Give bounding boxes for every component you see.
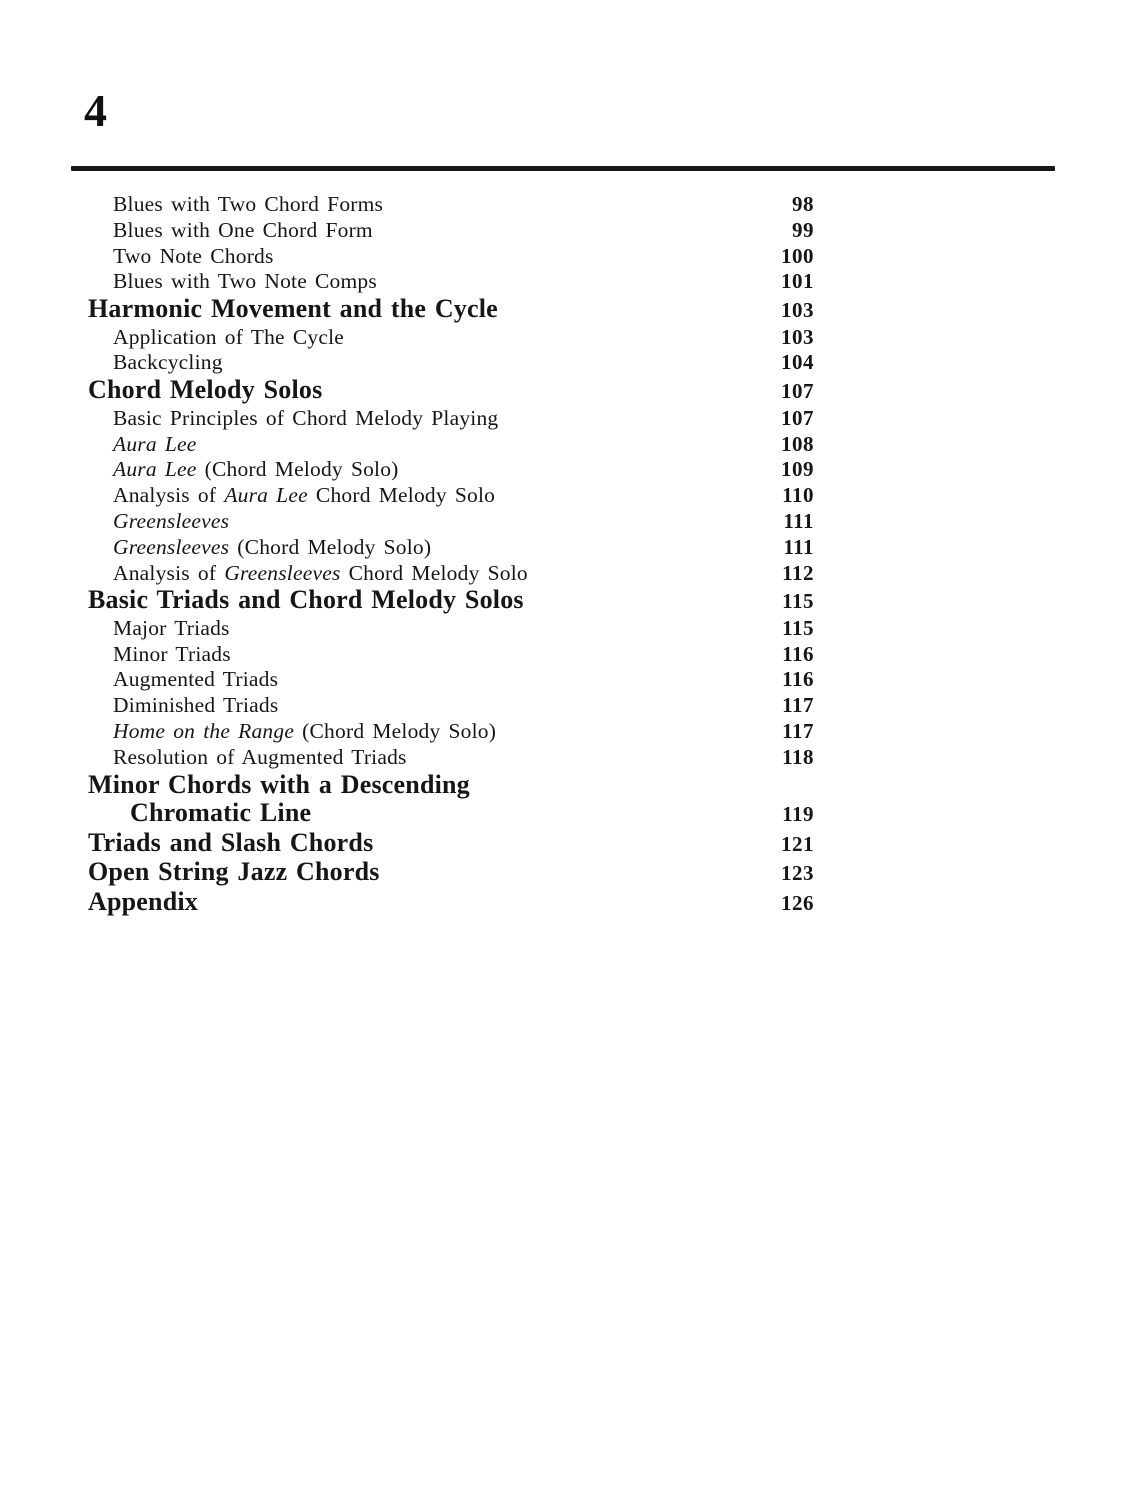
- toc-entry: [88, 616, 814, 642]
- toc-title-segment: Minor Triads: [113, 641, 231, 666]
- toc-entry-page-number: 98: [792, 192, 814, 216]
- toc-entry-page-number: 126: [781, 890, 814, 915]
- toc-title-segment: Basic Triads and Chord Melody Solos: [88, 585, 524, 615]
- toc-entry-page-number: 111: [783, 534, 814, 559]
- toc-title-italic-segment: Greensleeves: [113, 534, 230, 559]
- toc-title-segment: Major Triads: [113, 615, 230, 640]
- toc-entry: [88, 192, 814, 218]
- toc-title-segment: Appendix: [88, 886, 198, 916]
- toc-entry-page-number: 116: [782, 641, 814, 666]
- toc-entry-title: [88, 561, 752, 587]
- toc-entry-title: [88, 829, 752, 858]
- toc-entry-title: [88, 376, 752, 405]
- toc-entry-page-number: 109: [781, 457, 814, 482]
- toc-entry: [88, 799, 814, 829]
- toc-title-italic-segment: Aura Lee: [113, 457, 197, 482]
- toc-title-segment: Analysis of: [113, 560, 225, 585]
- toc-entry-title: [88, 745, 752, 771]
- toc-entry: [88, 483, 814, 509]
- toc-entry-title: [88, 586, 752, 615]
- toc-entry-page-number: 121: [781, 831, 814, 856]
- toc-entry: [88, 244, 814, 270]
- toc-entry-page-number: 123: [781, 861, 814, 886]
- toc-entry-title: [88, 888, 752, 917]
- toc-entry-page-number: 119: [782, 802, 814, 827]
- toc-title-segment: Chromatic Line: [130, 798, 312, 828]
- table-of-contents: [88, 192, 814, 917]
- toc-entry-title: [88, 269, 752, 295]
- toc-entry: [88, 406, 814, 432]
- toc-entry-title: [88, 509, 752, 535]
- toc-title-segment: Chord Melody Solos: [88, 375, 323, 405]
- toc-title-segment: Blues with Two Chord Forms: [113, 192, 384, 216]
- toc-title-segment: Two Note Chords: [113, 243, 274, 268]
- toc-title-italic-segment: Home on the Range: [113, 719, 295, 744]
- toc-title-segment: (Chord Melody Solo): [196, 457, 399, 482]
- toc-entry-title: [88, 667, 752, 693]
- toc-entry-title: [88, 457, 752, 483]
- toc-entry-title: [88, 406, 752, 432]
- toc-title-segment: Harmonic Movement and the Cycle: [88, 294, 498, 324]
- toc-entry-page-number: 117: [782, 693, 814, 718]
- toc-title-segment: Blues with One Chord Form: [113, 217, 373, 242]
- toc-entry: [88, 457, 814, 483]
- toc-title-segment: (Chord Melody Solo): [294, 719, 497, 744]
- toc-entry-title: [88, 350, 752, 376]
- toc-entry-page-number: 101: [781, 269, 814, 294]
- toc-title-segment: Chord Melody Solo: [340, 560, 528, 585]
- toc-entry-title: [88, 693, 752, 719]
- toc-entry: [88, 295, 814, 325]
- toc-entry: [88, 642, 814, 668]
- toc-entry-page-number: 104: [781, 350, 814, 375]
- toc-entry-title: [88, 218, 752, 244]
- toc-entry: [88, 218, 814, 244]
- toc-entry-title: [88, 325, 752, 351]
- toc-entry: [88, 771, 814, 800]
- toc-entry-page-number: 108: [781, 431, 814, 456]
- toc-entry-page-number: 110: [782, 483, 814, 508]
- toc-title-segment: Basic Principles of Chord Melody Playing: [113, 405, 499, 430]
- toc-entry-title: [88, 719, 752, 745]
- toc-entry-title: [88, 616, 752, 642]
- toc-entry: [88, 561, 814, 587]
- toc-entry-page-number: 118: [782, 744, 814, 769]
- toc-entry-page-number: 103: [781, 324, 814, 349]
- toc-entry-title: [88, 535, 752, 561]
- toc-entry-page-number: 103: [781, 298, 814, 323]
- toc-entry: [88, 667, 814, 693]
- toc-title-segment: Backcycling: [113, 350, 223, 375]
- toc-entry-page-number: 107: [781, 379, 814, 404]
- toc-title-segment: Application of The Cycle: [113, 324, 345, 349]
- page-number: 4: [84, 85, 107, 136]
- toc-entry: [88, 858, 814, 888]
- toc-entry-title: [88, 642, 752, 668]
- toc-title-segment: Minor Chords with a Descending: [88, 769, 470, 799]
- toc-entry: [88, 325, 814, 351]
- toc-entry: [88, 829, 814, 859]
- toc-entry: [88, 269, 814, 295]
- toc-entry-page-number: 112: [782, 560, 814, 585]
- toc-entry: [88, 745, 814, 771]
- toc-entry-page-number: 107: [781, 405, 814, 430]
- toc-entry-title: [88, 432, 752, 458]
- toc-title-segment: (Chord Melody Solo): [229, 534, 432, 559]
- toc-entry: [88, 509, 814, 535]
- toc-entry-page-number: 100: [781, 243, 814, 268]
- toc-entry: [88, 535, 814, 561]
- toc-entry-title: [88, 192, 752, 218]
- toc-entry: [88, 376, 814, 406]
- toc-title-segment: Blues with Two Note Comps: [113, 269, 377, 294]
- toc-entry-title: [88, 858, 752, 887]
- toc-entry-page-number: 116: [782, 667, 814, 692]
- toc-entry-page-number: 111: [783, 508, 814, 533]
- toc-entry: [88, 719, 814, 745]
- toc-entry-title: [88, 771, 752, 800]
- toc-entry: [88, 888, 814, 918]
- toc-entry-page-number: 115: [782, 589, 814, 614]
- toc-title-segment: Chord Melody Solo: [307, 483, 496, 508]
- toc-title-segment: Resolution of Augmented Triads: [113, 744, 407, 769]
- toc-entry: [88, 432, 814, 458]
- toc-title-segment: Triads and Slash Chords: [88, 827, 374, 857]
- toc-entry-page-number: 99: [792, 217, 814, 242]
- toc-title-segment: Diminished Triads: [113, 693, 279, 718]
- toc-title-segment: Open String Jazz Chords: [88, 857, 380, 887]
- toc-title-segment: Analysis of: [113, 483, 225, 508]
- toc-entry-page-number: 117: [782, 719, 814, 744]
- toc-entry: [88, 350, 814, 376]
- toc-entry-page-number: 115: [782, 615, 814, 640]
- toc-title-segment: Augmented Triads: [113, 667, 279, 692]
- toc-title-italic-segment: Greensleeves: [113, 508, 230, 533]
- toc-entry: [88, 586, 814, 616]
- toc-title-italic-segment: Greensleeves: [224, 560, 341, 585]
- toc-entry-title: [88, 244, 752, 270]
- toc-title-italic-segment: Aura Lee: [113, 431, 197, 456]
- toc-entry-title: [88, 295, 752, 324]
- header-rule: [71, 166, 1055, 171]
- toc-entry-title: [88, 483, 752, 509]
- toc-title-italic-segment: Aura Lee: [224, 483, 308, 508]
- toc-entry: [88, 693, 814, 719]
- toc-entry-title: [88, 799, 752, 828]
